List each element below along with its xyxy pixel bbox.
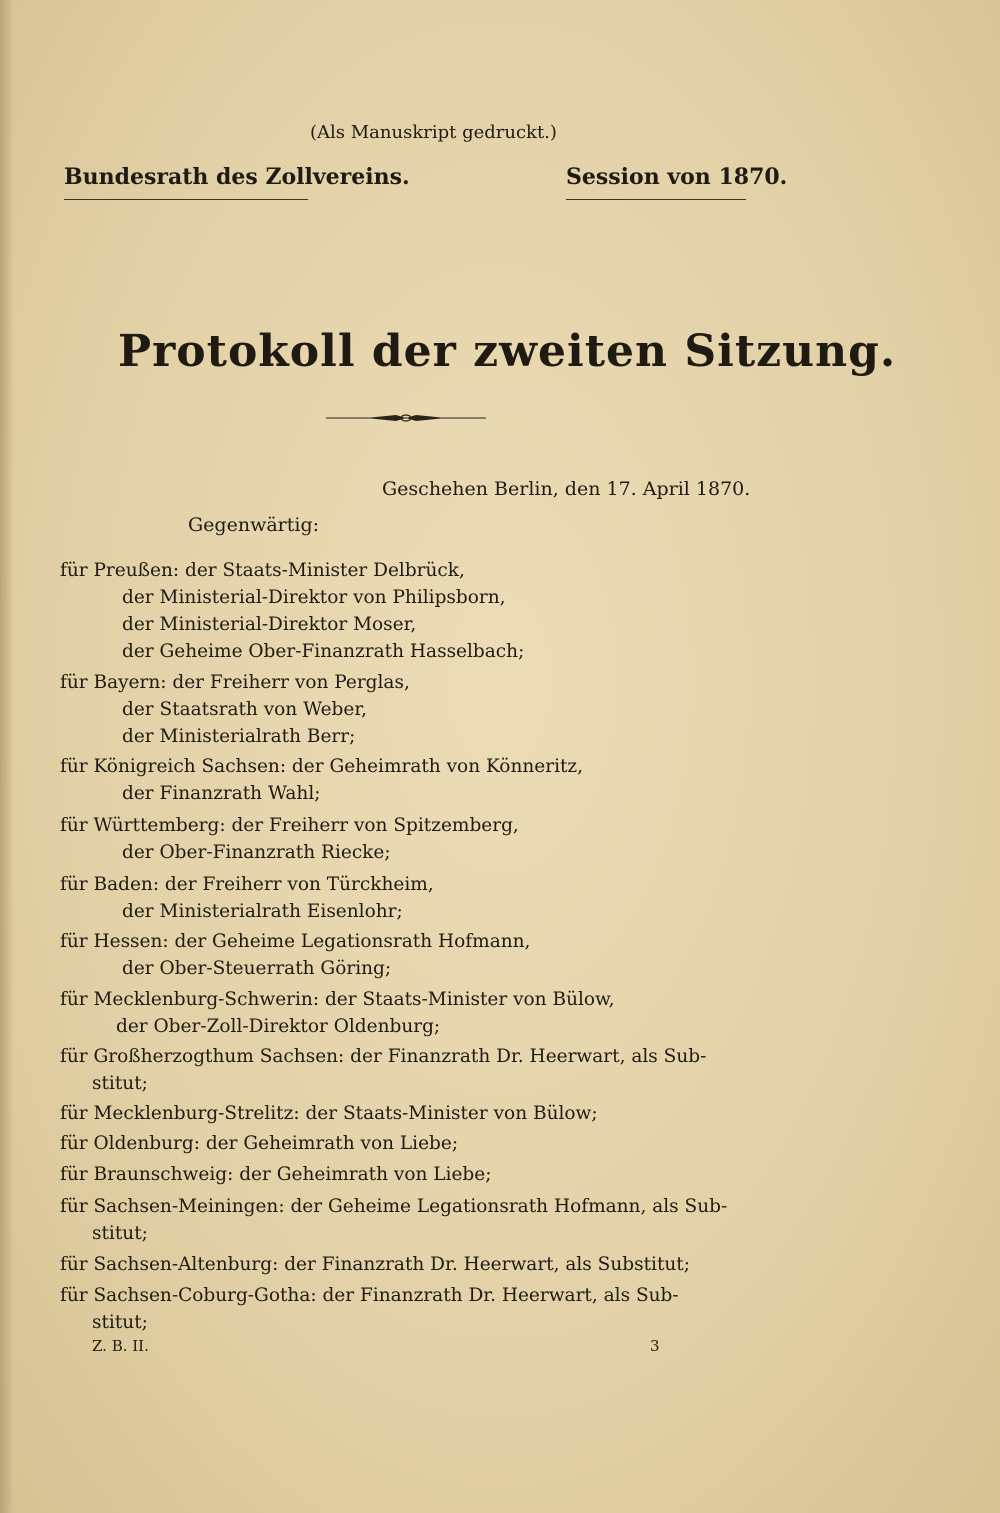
entry-line: der Ober-Zoll-Direktor Oldenburg;: [116, 1016, 441, 1037]
entry-grossherzogthum-sachsen: für Großherzogthum Sachsen: der Finanzrath Dr. Heerwart, als Sub-: [60, 1046, 707, 1067]
entry-mecklenburg-strelitz: für Mecklenburg-Strelitz: der Staats-Minister von Bülow;: [60, 1103, 598, 1124]
entry-bayern: für Bayern: der Freiherr von Perglas,: [60, 672, 410, 693]
entry-line: stitut;: [92, 1312, 148, 1333]
entry-line: der Ministerial-Direktor von Philipsborn,: [122, 587, 506, 608]
entry-sachsen-coburg-gotha: für Sachsen-Coburg-Gotha: der Finanzrath Dr. Heerwart, als Sub-: [60, 1285, 679, 1306]
header-right: Session von 1870.: [566, 164, 788, 190]
entry-line: der Ober-Finanzrath Riecke;: [122, 842, 391, 863]
entry-line: der Ministerialrath Berr;: [122, 726, 356, 747]
entry-line: stitut;: [92, 1223, 148, 1244]
page-title: Protokoll der zweiten Sitzung.: [118, 326, 897, 377]
header-left: Bundesrath des Zollvereins.: [64, 164, 410, 190]
entry-mecklenburg-schwerin: für Mecklenburg-Schwerin: der Staats-Minister von Bülow,: [60, 989, 615, 1010]
entry-line: der Finanzrath Wahl;: [122, 783, 321, 804]
footer-signature: Z. B. II.: [92, 1337, 149, 1355]
entry-braunschweig: für Braunschweig: der Geheimrath von Liebe;: [60, 1164, 492, 1185]
entry-oldenburg: für Oldenburg: der Geheimrath von Liebe;: [60, 1133, 459, 1154]
entry-line: der Ober-Steuerrath Göring;: [122, 958, 392, 979]
entry-sachsen-altenburg: für Sachsen-Altenburg: der Finanzrath Dr. Heerwart, als Substitut;: [60, 1254, 690, 1275]
entry-koenigreich-sachsen: für Königreich Sachsen: der Geheimrath von Könneritz,: [60, 756, 584, 777]
page-number: 3: [650, 1337, 660, 1355]
entry-hessen: für Hessen: der Geheime Legationsrath Hofmann,: [60, 931, 531, 952]
entry-line: stitut;: [92, 1073, 148, 1094]
entry-line: der Ministerialrath Eisenlohr;: [122, 901, 403, 922]
entry-line: der Ministerial-Direktor Moser,: [122, 614, 417, 635]
entry-sachsen-meiningen: für Sachsen-Meiningen: der Geheime Legationsrath Hofmann, als Sub-: [60, 1196, 728, 1217]
manuscript-note: (Als Manuskript gedruckt.): [310, 122, 557, 143]
entry-line: der Staatsrath von Weber,: [122, 699, 368, 720]
header-rule-left: [64, 199, 308, 200]
present-label: Gegenwärtig:: [188, 514, 320, 536]
entry-baden: für Baden: der Freiherr von Türckheim,: [60, 874, 434, 895]
entry-line: der Geheime Ober-Finanzrath Hasselbach;: [122, 641, 525, 662]
title-ornament: [326, 410, 486, 426]
entry-wuerttemberg: für Württemberg: der Freiherr von Spitzemberg,: [60, 815, 519, 836]
dateline: Geschehen Berlin, den 17. April 1870.: [382, 478, 751, 500]
header-rule-right: [566, 199, 746, 200]
entry-preussen: für Preußen: der Staats-Minister Delbrück,: [60, 560, 465, 581]
